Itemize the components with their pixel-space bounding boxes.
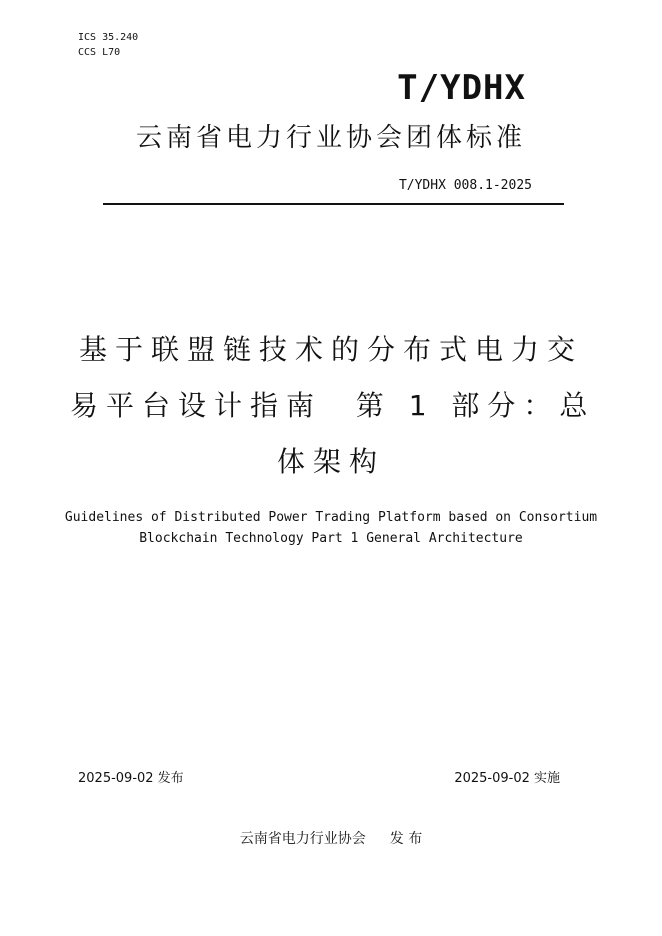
publish-date: 2025-09-02 发布 bbox=[78, 771, 184, 786]
english-title-line: Guidelines of Distributed Power Trading Platform based on Consortium bbox=[64, 510, 598, 525]
english-title-line: Blockchain Technology Part 1 General Architecture bbox=[139, 531, 523, 546]
issue-label: 发 布 bbox=[389, 831, 423, 847]
chinese-title-line: 体架构 bbox=[276, 445, 385, 478]
ics-code: ICS 35.240 bbox=[78, 32, 139, 43]
document-number: T/YDHX 008.1-2025 bbox=[398, 178, 532, 193]
chinese-title bbox=[70, 322, 596, 490]
ccs-code: CCS L70 bbox=[78, 47, 121, 58]
issuer-line bbox=[0, 829, 662, 849]
header-divider bbox=[103, 203, 564, 205]
english-title bbox=[40, 507, 622, 549]
standard-type-heading: 云南省电力行业协会团体标准 bbox=[135, 123, 526, 153]
chinese-title-line: 易平台设计指南 第 1 部分：总 bbox=[70, 389, 596, 422]
standard-code: T/YDHX bbox=[397, 68, 526, 108]
issuer-name: 云南省电力行业协会 bbox=[239, 831, 366, 847]
implement-date: 2025-09-02 实施 bbox=[454, 771, 560, 786]
chinese-title-line: 基于联盟链技术的分布式电力交 bbox=[78, 333, 583, 366]
